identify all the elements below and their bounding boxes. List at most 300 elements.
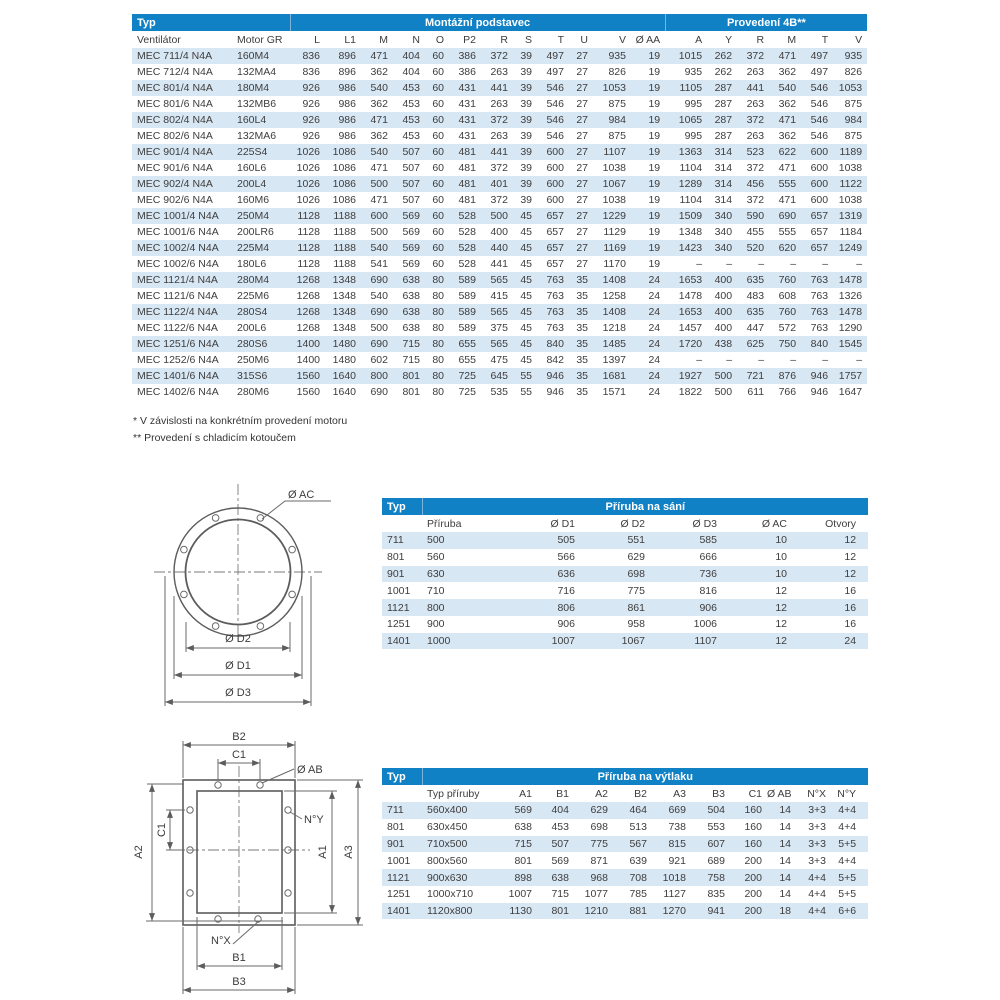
table-cell: 35	[569, 272, 593, 288]
table-cell: 636	[504, 566, 580, 583]
table-cell: 287	[714, 98, 733, 110]
table-cell: 14	[779, 888, 791, 901]
table-cell: 620	[769, 240, 801, 256]
table-row	[382, 869, 868, 886]
col-header: N°X	[807, 787, 826, 800]
table-cell: 1188	[325, 208, 361, 224]
table-cell: 453	[402, 98, 420, 110]
table-cell: 1423	[665, 240, 707, 256]
dim-label-b1: B1	[232, 952, 246, 964]
col-header: Ø D3	[692, 517, 717, 530]
table-row	[382, 599, 868, 616]
table-cell: 1757	[833, 368, 867, 384]
table-cell: MEC 1121/6 N4A	[137, 290, 218, 302]
table-cell: 60	[425, 176, 449, 192]
table-cell: 513	[629, 821, 647, 834]
table-cell: 1104	[679, 162, 703, 174]
table-cell: 540	[361, 240, 393, 256]
table-cell: 262	[707, 48, 737, 64]
table-cell: 528	[449, 208, 481, 224]
table-cell: 340	[707, 208, 737, 224]
table-row	[132, 144, 867, 160]
table-cell: 431	[458, 98, 476, 110]
table-cell: 500	[707, 368, 737, 384]
table-cell: 19	[631, 208, 665, 224]
table-cell: 721	[737, 368, 769, 384]
table-cell: 12	[775, 584, 787, 597]
table-cell: 19	[631, 144, 665, 160]
table-row	[132, 304, 867, 320]
table-cell: 607	[691, 836, 730, 853]
table-cell: MEC 901/4 N4A	[132, 144, 232, 160]
table-cell: 546	[801, 112, 833, 128]
table-cell: 280S6	[232, 336, 290, 352]
table-cell: 635	[737, 304, 769, 320]
table-cell: 372	[490, 162, 508, 174]
table-cell: 1086	[325, 144, 361, 160]
table-cell: 1408	[593, 272, 631, 288]
table-cell: 926	[290, 112, 325, 128]
table-cell: 35	[576, 290, 588, 302]
table-cell: 27	[569, 208, 593, 224]
table-cell: 481	[449, 144, 481, 160]
table-cell: 1397	[602, 354, 626, 366]
table-cell: 555	[778, 226, 797, 238]
table-cell: 200	[744, 854, 762, 867]
table-cell: 600	[361, 208, 393, 224]
table-cell: 24	[648, 322, 661, 334]
table-cell: 1457	[678, 322, 703, 334]
table-cell: 800	[361, 368, 393, 384]
table-cell: 1251	[387, 888, 411, 901]
table-cell: 27	[576, 130, 588, 142]
col-header: A	[695, 33, 703, 46]
table-cell: 935	[684, 66, 703, 78]
table-cell: 35	[569, 336, 593, 352]
table-cell: 456	[737, 176, 769, 192]
table-cell: 600	[801, 144, 833, 160]
table-cell: 725	[449, 368, 481, 384]
table-cell: 535	[490, 386, 508, 398]
table-cell: 60	[425, 144, 449, 160]
table-cell: 4+4	[796, 903, 831, 920]
table-cell: 1121	[382, 869, 422, 886]
table-cell: 447	[746, 322, 765, 334]
table-row	[132, 160, 867, 176]
table-cell: 638	[402, 290, 420, 302]
table-cell: 669	[652, 802, 691, 819]
table-cell: 27	[569, 240, 593, 256]
table-cell: 225M4	[232, 240, 290, 256]
table-cell: 60	[425, 48, 449, 64]
table-cell: 404	[537, 802, 574, 819]
table-cell: 340	[707, 240, 737, 256]
table-cell: 160M4	[232, 48, 290, 64]
table-cell: 39	[513, 144, 537, 160]
table-cell: 45	[513, 336, 537, 352]
section-typ: Typ	[382, 498, 422, 515]
table-cell: 645	[481, 368, 513, 384]
table-cell: 569	[393, 240, 425, 256]
table-cell: 758	[691, 869, 730, 886]
table-cell: 572	[778, 322, 797, 334]
table-cell: 471	[769, 48, 801, 64]
table-cell: 27	[569, 48, 593, 64]
table-cell: 750	[769, 336, 801, 352]
table-cell: 657	[810, 226, 829, 238]
table-cell: 3+3	[796, 836, 831, 853]
table-cell: 835	[707, 888, 725, 901]
table-cell: 806	[504, 599, 580, 616]
table-cell: 372	[737, 112, 769, 128]
table-cell: MEC 1002/6 N4A	[137, 258, 219, 270]
table-cell: 901	[382, 566, 422, 583]
table-cell: 19	[648, 194, 661, 206]
table-cell: 132MA4	[237, 66, 277, 78]
table-cell: 1086	[325, 176, 361, 192]
table-row	[382, 549, 868, 566]
table-cell: 1647	[838, 386, 863, 398]
dim-label-c1-top: C1	[231, 749, 247, 761]
col-header: B3	[712, 787, 725, 800]
table-cell: MEC 1402/6 N4A	[137, 386, 219, 398]
table-cell: 45	[520, 226, 532, 238]
suction-flange-table-wrap	[382, 498, 868, 649]
table-cell: 608	[778, 290, 797, 302]
table-cell: 986	[325, 80, 361, 96]
table-cell: 14	[779, 821, 791, 834]
table-cell: 635	[737, 272, 769, 288]
section-priruba-sani: Příruba na sání	[422, 498, 868, 515]
table-cell: –	[790, 354, 797, 366]
table-cell: MEC 902/4 N4A	[132, 176, 232, 192]
table-cell: 546	[546, 130, 564, 142]
table-cell: 314	[707, 144, 737, 160]
table-cell: 400	[707, 304, 737, 320]
table-cell: 1478	[678, 290, 703, 302]
table-cell: 55	[520, 386, 532, 398]
table-cell: 1560	[296, 386, 320, 398]
table-cell: 1107	[650, 633, 722, 650]
table-cell: 1188	[325, 240, 361, 256]
table-cell: 19	[648, 226, 661, 238]
table-cell: 340	[714, 226, 733, 238]
table-row	[382, 886, 868, 903]
table-cell: 708	[613, 869, 652, 886]
table-cell: 589	[458, 322, 476, 334]
table-cell: 475	[490, 354, 508, 366]
table-cell: 438	[707, 336, 737, 352]
table-cell: 1319	[833, 208, 867, 224]
table-cell: 6+6	[831, 903, 868, 920]
table-cell: 763	[537, 304, 569, 320]
table-row	[382, 532, 868, 549]
table-cell: 39	[520, 66, 532, 78]
table-cell: 566	[557, 551, 575, 564]
table-cell: 19	[631, 240, 665, 256]
table-cell: 200L4	[232, 176, 290, 192]
table-cell: 1653	[665, 272, 707, 288]
table-cell: 1000x710	[427, 888, 474, 901]
table-cell: 315S6	[232, 368, 290, 384]
table-cell: 1348	[678, 226, 703, 238]
table-cell: 926	[290, 80, 325, 96]
table-cell: 504	[691, 802, 730, 819]
table-cell: 896	[338, 66, 356, 78]
table-cell: 12	[722, 633, 792, 650]
table-cell: 715	[551, 888, 569, 901]
table-cell: 1640	[332, 386, 356, 398]
table-cell: 1006	[693, 618, 717, 631]
table-cell: MEC 711/4 N4A	[132, 48, 232, 64]
col-header: P2	[463, 33, 476, 46]
table-cell: 200LR6	[237, 226, 274, 238]
table-cell: 711	[382, 802, 422, 819]
table-cell: 900	[427, 618, 445, 631]
table-cell: 540	[361, 144, 393, 160]
table-cell: MEC 1251/6 N4A	[132, 336, 232, 352]
table-cell: 4+4	[838, 821, 857, 834]
table-cell: 1065	[665, 112, 707, 128]
table-cell: 12	[792, 566, 868, 583]
table-cell: 590	[737, 208, 769, 224]
table-cell: 738	[668, 821, 686, 834]
table-cell: 24	[631, 336, 665, 352]
col-header: M	[787, 33, 797, 46]
table-cell: 500	[714, 386, 733, 398]
table-cell: 1107	[593, 144, 631, 160]
table-cell: –	[758, 354, 765, 366]
table-cell: 1653	[665, 304, 707, 320]
table-cell: 565	[481, 304, 513, 320]
table-cell: 263	[746, 66, 765, 78]
table-cell: 569	[551, 854, 569, 867]
table-cell: 1348	[325, 272, 361, 288]
table-cell: 1188	[333, 258, 356, 270]
table-cell: 528	[458, 258, 476, 270]
col-header: R	[756, 33, 765, 46]
table-cell: 1229	[593, 208, 631, 224]
table-cell: 766	[778, 386, 797, 398]
table-cell: 1121	[382, 599, 422, 616]
table-cell: 657	[546, 258, 564, 270]
table-cell: 881	[613, 903, 652, 920]
table-cell: 497	[537, 48, 569, 64]
table-cell: 1348	[332, 322, 356, 334]
col-header: N°Y	[837, 787, 857, 800]
table-cell: 1720	[665, 336, 707, 352]
table-cell: 655	[458, 354, 476, 366]
table-cell: 500	[361, 176, 393, 192]
col-header: L	[314, 33, 320, 46]
col-header: Otvory	[825, 517, 857, 530]
table-cell: MEC 801/4 N4A	[132, 80, 232, 96]
col-header: A3	[673, 787, 686, 800]
table-cell: 1268	[296, 322, 320, 334]
table-cell: 160L4	[232, 112, 290, 128]
table-cell: 986	[325, 112, 361, 128]
table-cell: 760	[769, 272, 801, 288]
table-cell: 60	[432, 66, 444, 78]
table-cell: 600	[810, 162, 829, 174]
table-cell: 698	[580, 566, 650, 583]
table-cell: 826	[844, 66, 863, 78]
table-cell: 441	[490, 258, 508, 270]
footnote-2: ** Provedení s chladicím kotoučem	[133, 432, 296, 444]
table-cell: 287	[707, 112, 737, 128]
table-cell: 546	[546, 98, 564, 110]
table-cell: 1001	[387, 584, 411, 597]
table-cell: 45	[520, 290, 532, 302]
discharge-flange-table-wrap	[382, 768, 868, 919]
table-cell: 600	[546, 194, 564, 206]
col-header: Ø AA	[635, 33, 661, 46]
table-cell: 507	[537, 836, 574, 853]
col-header: Příruba	[427, 517, 462, 530]
table-cell: 27	[576, 194, 588, 206]
table-cell: 35	[576, 354, 588, 366]
table-cell: 60	[425, 80, 449, 96]
table-cell: 690	[769, 208, 801, 224]
table-cell: 16	[844, 584, 857, 597]
table-cell: 16	[792, 599, 868, 616]
table-cell: 500	[370, 226, 388, 238]
table-cell: MEC 1002/4 N4A	[132, 240, 232, 256]
table-cell: 896	[325, 48, 361, 64]
table-cell: –	[726, 354, 733, 366]
section-typ: Typ	[382, 768, 422, 785]
table-row	[382, 819, 868, 836]
table-cell: 1268	[290, 304, 325, 320]
table-cell: 45	[513, 208, 537, 224]
table-cell: 1129	[603, 226, 626, 238]
table-cell: 1681	[593, 368, 631, 384]
table-cell: 55	[513, 368, 537, 384]
dim-label-b3: B3	[232, 976, 246, 988]
col-header: B2	[634, 787, 647, 800]
section-montazni-podstavec: Montážní podstavec	[290, 14, 665, 31]
table-cell: 24	[631, 272, 665, 288]
table-cell: 5+5	[831, 869, 868, 886]
table-cell: 528	[449, 240, 481, 256]
table-cell: 935	[593, 48, 631, 64]
table-row	[132, 176, 867, 192]
table-cell: 836	[302, 66, 320, 78]
table-cell: 1348	[332, 290, 356, 302]
table-cell: 263	[746, 98, 765, 110]
table-cell: 569	[402, 258, 420, 270]
table-cell: 546	[810, 98, 829, 110]
table-cell: 386	[458, 66, 476, 78]
table-cell: 10	[722, 566, 792, 583]
table-cell: 1086	[332, 194, 356, 206]
dim-label-d3: Ø D3	[225, 687, 251, 699]
dim-label-d1: Ø D1	[225, 660, 251, 672]
table-cell: 775	[627, 584, 645, 597]
table-cell: 875	[608, 130, 626, 142]
table-cell: 710	[427, 584, 445, 597]
table-cell: 263	[490, 130, 508, 142]
table-cell: 689	[707, 854, 725, 867]
col-header: Ø D2	[620, 517, 645, 530]
table-cell: 1258	[602, 290, 626, 302]
table-cell: 801	[387, 551, 405, 564]
table-cell: 200	[730, 903, 767, 920]
table-cell: 4+4	[831, 802, 868, 819]
table-cell: 45	[513, 304, 537, 320]
table-cell: 589	[458, 290, 476, 302]
table-row	[382, 582, 868, 599]
table-row	[132, 352, 867, 368]
table-cell: 760	[769, 304, 801, 320]
table-cell: –	[790, 258, 797, 270]
table-cell: 60	[432, 130, 444, 142]
table-cell: 611	[747, 386, 765, 398]
table-cell: 630x450	[427, 821, 468, 834]
table-cell: 716	[557, 584, 575, 597]
table-cell: 481	[458, 194, 476, 206]
table-cell: 657	[801, 240, 833, 256]
table-cell: 12	[792, 532, 868, 549]
table-cell: 946	[537, 368, 569, 384]
table-cell: 1571	[602, 386, 626, 398]
table-cell: 404	[402, 66, 420, 78]
table-cell: 995	[684, 130, 703, 142]
table-cell: 80	[432, 322, 444, 334]
table-cell: 372	[737, 48, 769, 64]
table-cell: 1188	[333, 226, 356, 238]
dim-ac	[262, 489, 331, 519]
dim-label-nx: N°X	[211, 935, 231, 947]
table-cell: 431	[449, 80, 481, 96]
table-cell: 4+4	[838, 854, 857, 867]
dim-a2	[133, 784, 283, 921]
col-header: L1	[344, 33, 356, 46]
table-cell: MEC 1401/6 N4A	[132, 368, 232, 384]
table-cell: 638	[402, 322, 420, 334]
table-cell: 1560	[290, 368, 325, 384]
table-cell: 600	[546, 162, 564, 174]
table-subheader-row	[132, 31, 867, 48]
table-cell: 800x560	[427, 854, 468, 867]
table-cell: 1128	[297, 258, 320, 270]
table-row	[132, 368, 867, 384]
table-cell: 875	[844, 98, 863, 110]
table-cell: MEC 802/6 N4A	[137, 130, 213, 142]
table-cell: 14	[767, 802, 796, 819]
table-cell: 1067	[593, 176, 631, 192]
table-cell: 19	[631, 176, 665, 192]
table-cell: 655	[449, 336, 481, 352]
table-cell: 12	[722, 599, 792, 616]
table-cell: 471	[769, 112, 801, 128]
table-row	[132, 192, 867, 208]
table-cell: 27	[569, 80, 593, 96]
table-cell: 1400	[290, 336, 325, 352]
table-cell: 60	[432, 226, 444, 238]
table-cell: 946	[546, 386, 564, 398]
table-cell: 500	[481, 208, 513, 224]
table-cell: 1026	[290, 176, 325, 192]
table-cell: 921	[668, 854, 686, 867]
table-cell: 441	[481, 80, 513, 96]
table-cell: 45	[520, 322, 532, 334]
table-cell: 901	[382, 836, 422, 853]
table-cell: 906	[650, 599, 722, 616]
table-cell: 60	[432, 98, 444, 110]
table-row	[382, 616, 868, 633]
table-cell: 775	[574, 836, 613, 853]
